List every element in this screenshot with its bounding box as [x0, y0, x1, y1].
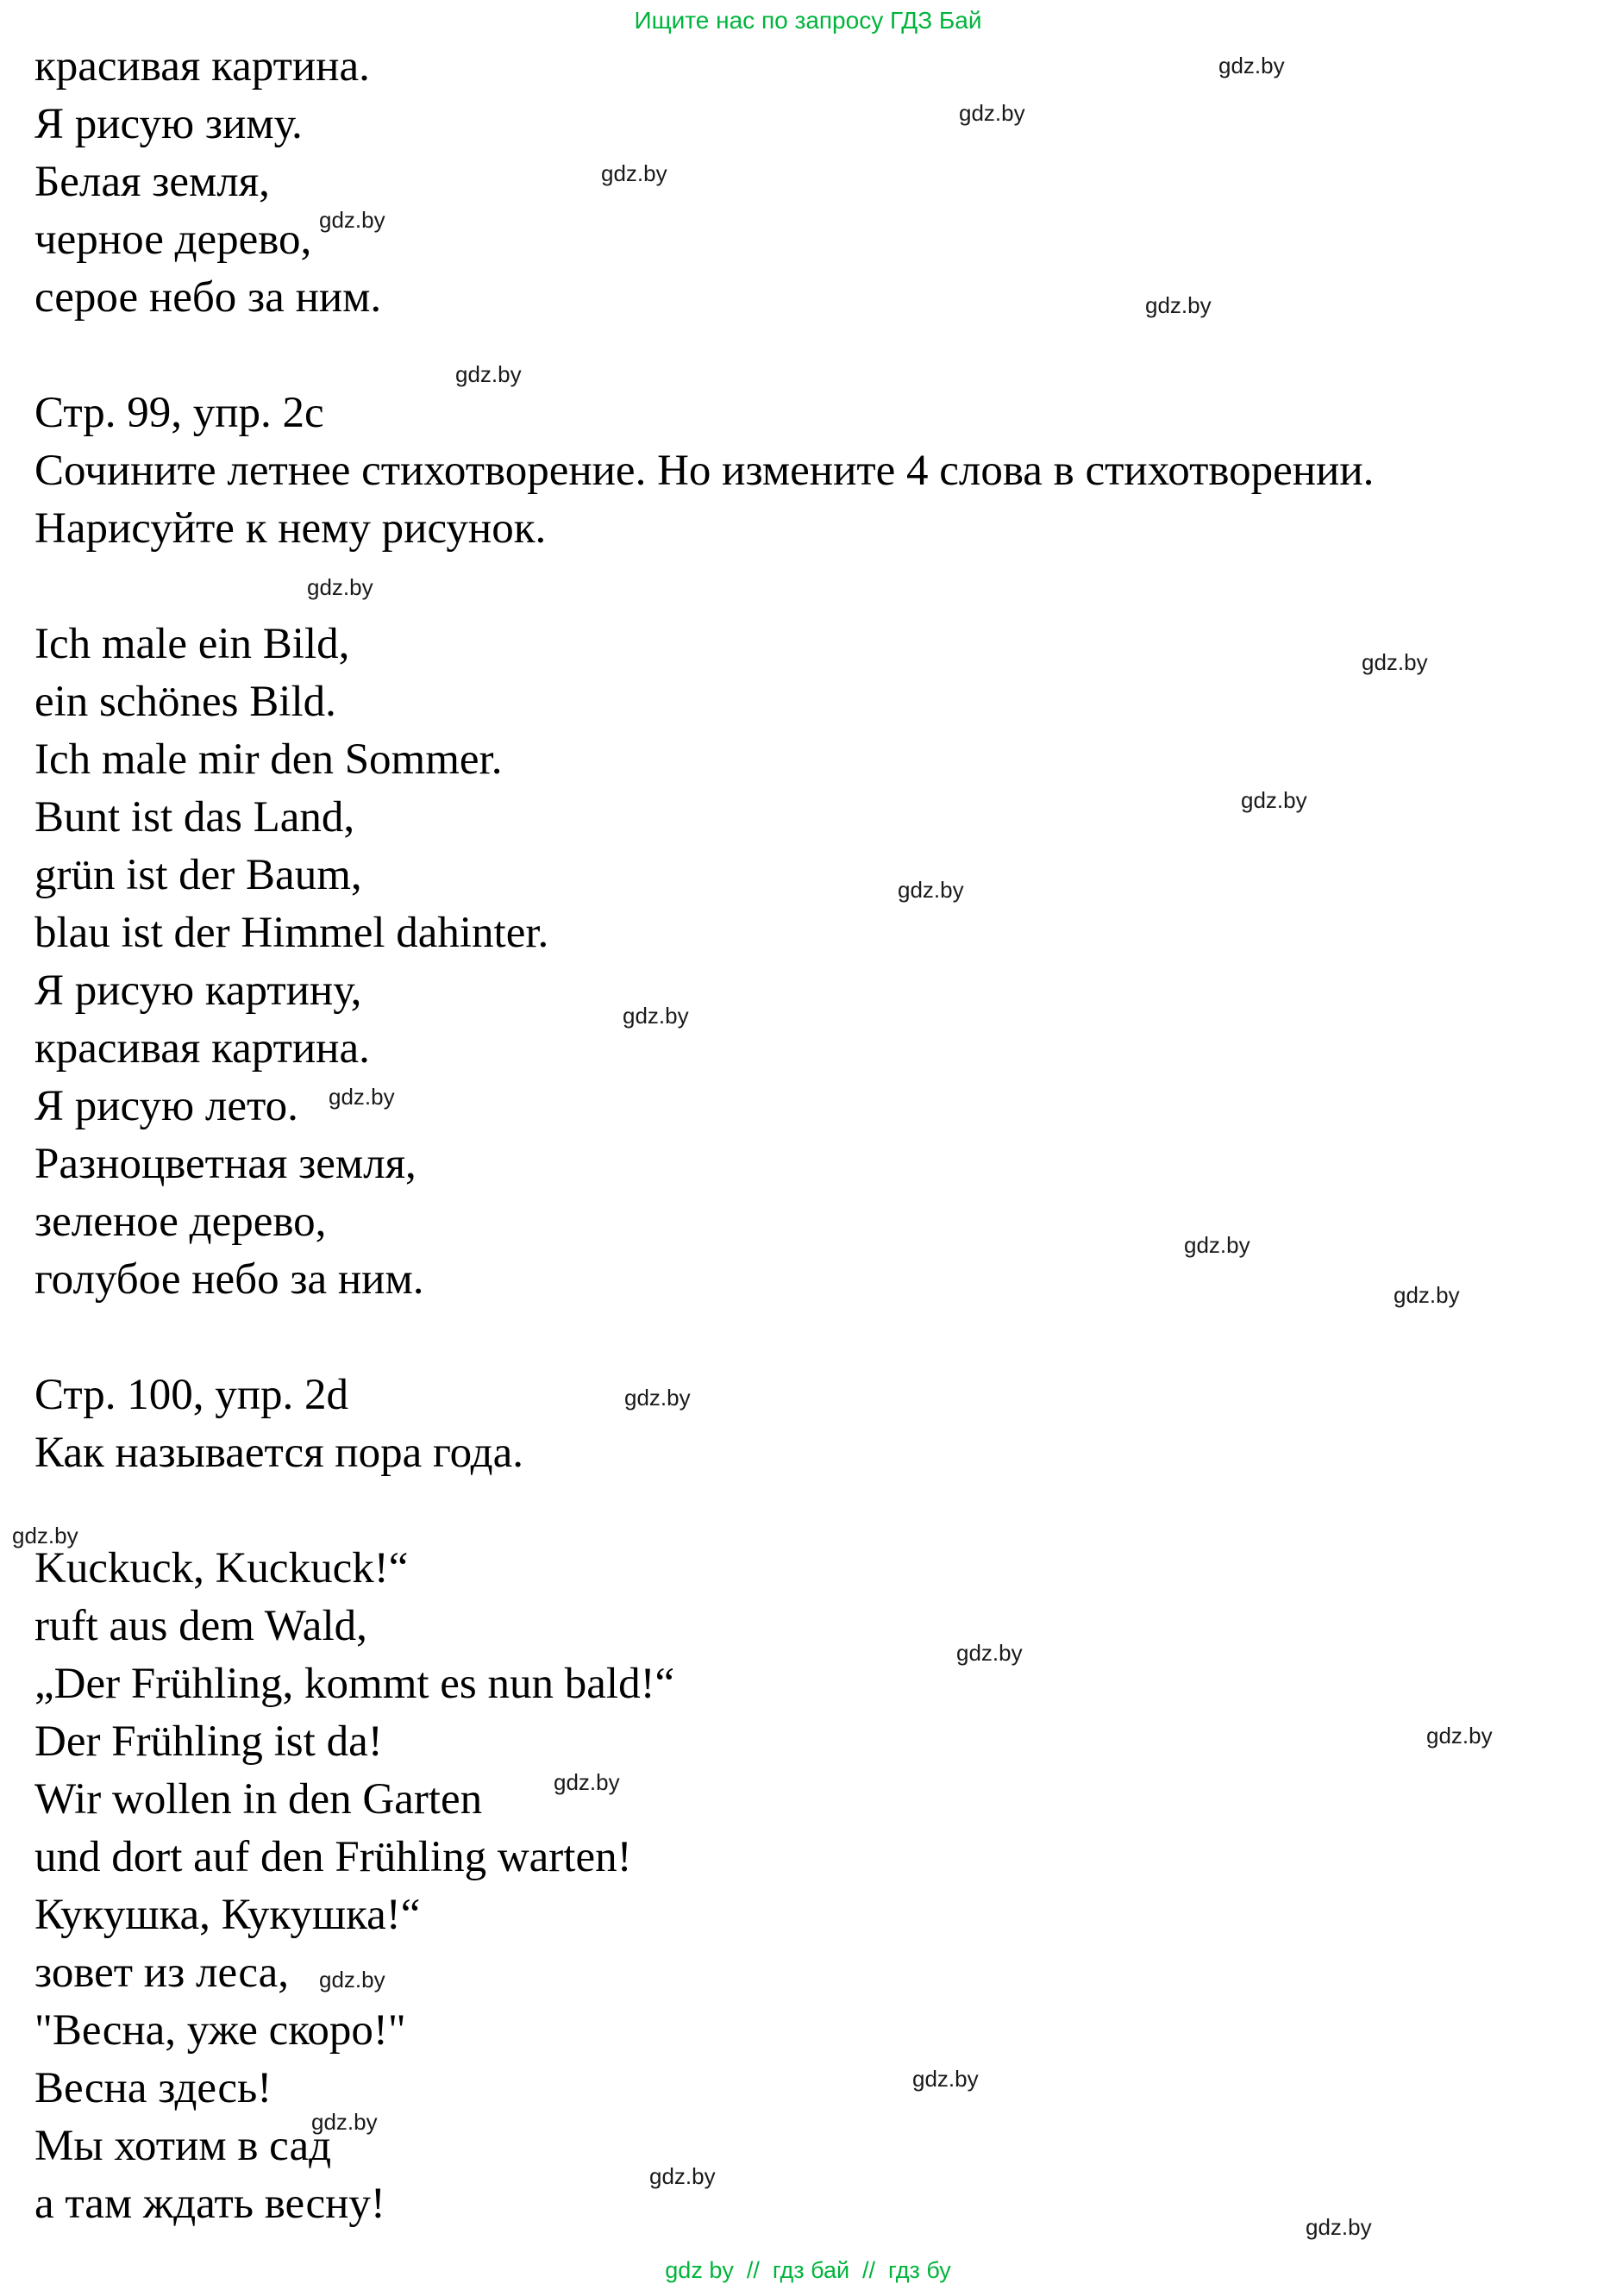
text-line: Kuckuck, Kuckuck!“ — [34, 1544, 409, 1592]
text-line: „Der Frühling, kommt es nun bald!“ — [34, 1660, 675, 1708]
text-line: Я рисую зиму. — [34, 100, 303, 148]
text-line: Стр. 100, упр. 2d — [34, 1371, 349, 1419]
text-line: Весна здесь! — [34, 2064, 272, 2112]
blank-line — [34, 1482, 1604, 1540]
text-line: Я рисую лето. — [34, 1082, 298, 1130]
gdz-watermark: gdz.by — [912, 2066, 979, 2092]
gdz-watermark: gdz.by — [959, 100, 1025, 126]
gdz-watermark: gdz.by — [898, 877, 964, 903]
text-line: Я рисую картину, — [34, 967, 362, 1015]
text-line: Мы хотим в сад — [34, 2122, 332, 2170]
gdz-watermark: gdz.by — [1218, 53, 1285, 78]
gdz-watermark: gdz.by — [319, 207, 385, 233]
gdz-watermark: gdz.by — [1241, 787, 1307, 813]
text-line: grün ist der Baum, — [34, 851, 362, 899]
text-line: Ich male mir den Sommer. — [34, 735, 503, 784]
blank-line — [34, 558, 1604, 616]
gdz-watermark: gdz.by — [1362, 649, 1428, 675]
text-line: und dort auf den Frühling warten! — [34, 1833, 632, 1881]
blank-line — [34, 1309, 1604, 1367]
gdz-watermark: gdz.by — [1184, 1232, 1250, 1258]
text-line: голубое небо за ним. — [34, 1255, 424, 1304]
text-line: красивая картина. — [34, 42, 370, 91]
text-line: черное дерево, — [34, 216, 312, 264]
text-line: красивая картина. — [34, 1024, 370, 1073]
gdz-watermark: gdz.by — [307, 574, 373, 600]
gdz-watermark: gdz.by — [12, 1523, 78, 1548]
gdz-watermark: gdz.by — [554, 1769, 620, 1795]
document-text-body — [34, 38, 1604, 2233]
text-line: Der Frühling ist da! — [34, 1717, 383, 1766]
gdz-watermark: gdz.by — [1306, 2214, 1372, 2240]
gdz-watermark: gdz.by — [649, 2163, 716, 2189]
gdz-watermark: gdz.by — [311, 2109, 378, 2135]
text-line: а там ждать весну! — [34, 2180, 385, 2228]
gdz-watermark: gdz.by — [956, 1640, 1023, 1666]
gdz-watermark: gdz.by — [1426, 1723, 1493, 1749]
text-line: Кукушка, Кукушка!“ — [34, 1891, 421, 1939]
gdz-watermark: gdz.by — [319, 1967, 385, 1993]
text-line: Белая земля, — [34, 158, 270, 206]
text-line: Разноцветная земля, — [34, 1140, 417, 1188]
gdz-watermark: gdz.by — [1394, 1282, 1460, 1308]
gdz-watermark: gdz.by — [624, 1385, 691, 1411]
text-line: серое небо за ним. — [34, 273, 382, 322]
text-line: "Весна, уже скоро!" — [34, 2006, 406, 2055]
text-line: Стр. 99, упр. 2c — [34, 389, 324, 437]
text-line: Как называется пора года. — [34, 1429, 523, 1477]
text-line: blau ist der Himmel dahinter. — [34, 909, 549, 957]
gdz-watermark: gdz.by — [601, 160, 667, 186]
text-line: Bunt ist das Land, — [34, 793, 355, 841]
text-line: Нарисуйте к нему рисунок. — [34, 504, 547, 553]
gdz-watermark: gdz.by — [329, 1084, 395, 1110]
text-line: Ich male ein Bild, — [34, 620, 350, 668]
gdz-watermark: gdz.by — [623, 1003, 689, 1029]
text-line: Wir wollen in den Garten — [34, 1775, 483, 1824]
text-line: зовет из леса, — [34, 1949, 289, 1997]
top-banner-text: Ищите нас по запросу ГДЗ Бай — [634, 7, 982, 34]
text-line: ein schönes Bild. — [34, 678, 336, 726]
gdz-watermark: gdz.by — [455, 361, 522, 387]
bottom-banner-text: gdz by // гдз бай // гдз бу — [665, 2257, 951, 2283]
text-line: ruft aus dem Wald, — [34, 1602, 367, 1650]
text-line: зеленое дерево, — [34, 1198, 327, 1246]
gdz-watermark: gdz.by — [1145, 292, 1212, 318]
text-line: Сочините летнее стихотворение. Но измените 4 слова в стихотворении. — [34, 447, 1375, 495]
blank-line — [34, 327, 1604, 385]
